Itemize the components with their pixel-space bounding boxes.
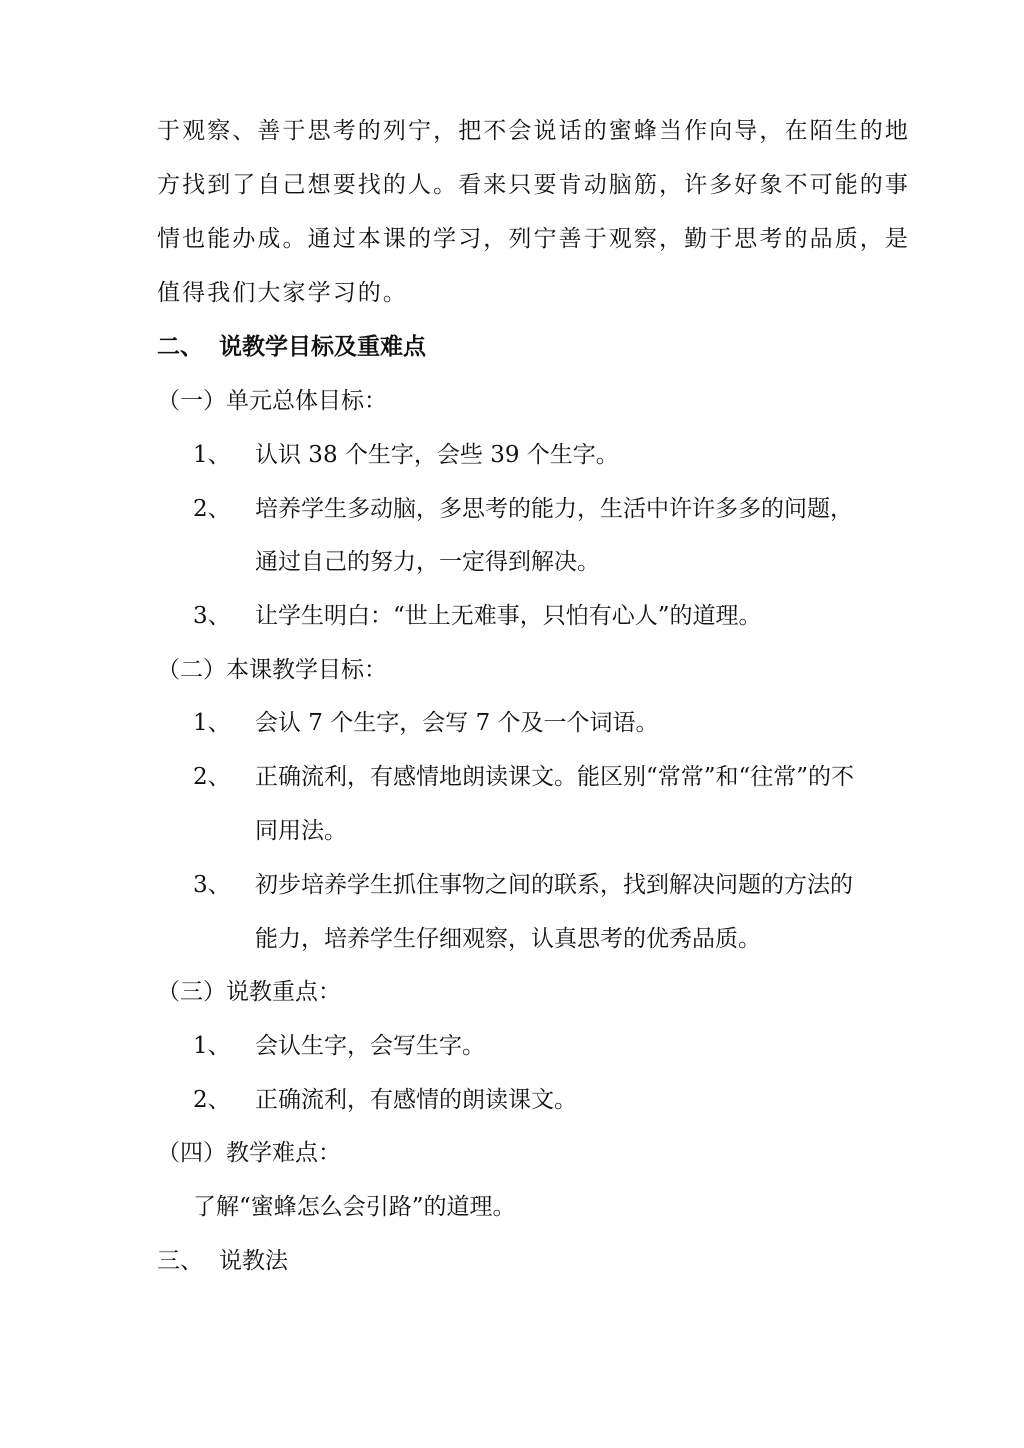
part-1-item-2-continuation: 通过自己的努力，一定得到解决。 [255,549,600,575]
item-text: 认识 38 个生字，会些 39 个生字。 [255,442,619,468]
part-1-item-3 [193,601,762,631]
item-number: 1、 [193,710,231,736]
intro-line-2: 方找到了自己想要找的人。看来只要肯动脑筋，许多好象不可能的事 [157,172,910,198]
section-2-heading [157,332,426,362]
part-3-item-1 [193,1031,485,1061]
part-1-item-2 [193,494,853,524]
part-2-title: （二）本课教学目标： [157,657,387,683]
part-4-title: （四）教学难点： [157,1140,341,1166]
item-number: 1、 [193,1033,231,1059]
item-number: 3、 [193,872,231,898]
section-2-title: 说教学目标及重难点 [219,333,426,360]
item-number: 2、 [193,764,231,790]
section-3-heading [157,1246,288,1276]
part-4-text: 了解“蜜蜂怎么会引路”的道理。 [193,1194,516,1220]
part-2-item-2 [193,762,854,792]
section-3-title: 说教法 [219,1248,288,1274]
part-2-item-1 [193,708,659,738]
intro-line-1: 于观察、善于思考的列宁，把不会说话的蜜蜂当作向导，在陌生的地 [157,118,910,144]
item-text: 初步培养学生抓住事物之间的联系，找到解决问题的方法的 [255,872,853,898]
item-text: 会认生字，会写生字。 [255,1033,485,1059]
item-text: 正确流利，有感情的朗读课文。 [255,1087,577,1113]
item-text: 正确流利，有感情地朗读课文。能区别“常常”和“往常”的不 [255,764,855,790]
item-number: 1、 [193,442,231,468]
item-text: 培养学生多动脑，多思考的能力，生活中许许多多的问题， [255,496,853,522]
part-1-title: （一）单元总体目标： [157,388,387,414]
section-3-number: 三、 [157,1248,203,1274]
intro-line-4: 值得我们大家学习的。 [157,280,408,306]
part-3-item-2 [193,1085,577,1115]
section-2-number: 二、 [157,333,203,360]
item-number: 2、 [193,496,231,522]
part-2-item-3-continuation: 能力，培养学生仔细观察，认真思考的优秀品质。 [255,926,761,952]
part-1-item-1 [193,440,619,470]
item-number: 2、 [193,1087,231,1113]
part-3-title: （三）说教重点： [157,979,341,1005]
part-2-item-3 [193,870,853,900]
part-2-item-2-continuation: 同用法。 [255,818,347,844]
intro-line-3: 情也能办成。通过本课的学习，列宁善于观察，勤于思考的品质，是 [157,226,910,252]
item-text: 让学生明白：“世上无难事，只怕有心人”的道理。 [255,603,762,629]
item-number: 3、 [193,603,231,629]
item-text: 会认 7 个生字，会写 7 个及一个词语。 [255,710,659,736]
